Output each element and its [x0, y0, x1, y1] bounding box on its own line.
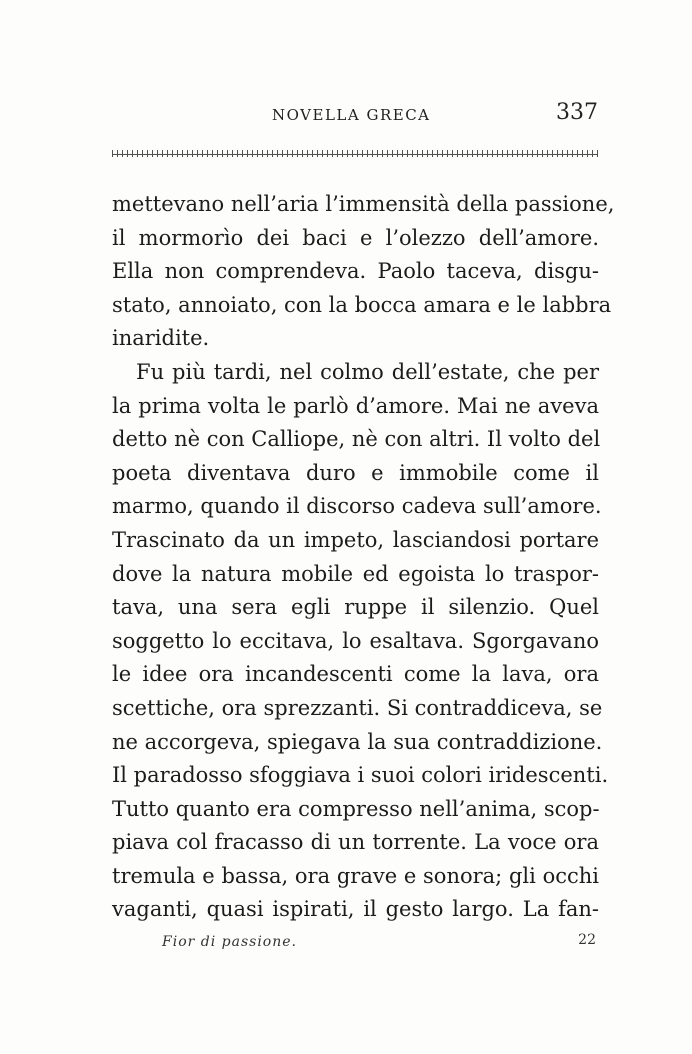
- text-line: la prima volta le parlò d’amore. Mai ne aveva: [112, 393, 599, 418]
- signature-footer: [112, 930, 598, 960]
- text-line: mettevano nell’aria l’immensità della passione,: [112, 192, 615, 216]
- text-line: vaganti, quasi ispirati, il gesto largo. La fan-: [112, 897, 599, 922]
- text-line: inaridite.: [112, 326, 210, 351]
- text-line: Il paradosso sfoggiava i suoi colori iridescenti.: [112, 763, 609, 788]
- text-line: poeta diventava duro e immobile come il: [112, 460, 599, 485]
- text-line: le idee ora incandescenti come la lava, ora: [112, 662, 599, 687]
- text-line: Ella non comprendeva. Paolo taceva, disgu-: [112, 259, 599, 284]
- body-text: [112, 188, 615, 927]
- text-line: Tutto quanto era compresso nell’anima, scop-: [112, 796, 600, 821]
- text-line: detto nè con Calliope, nè con altri. Il volto del: [112, 427, 601, 452]
- text-line: marmo, quando il discorso cadeva sull’amore.: [112, 494, 602, 519]
- text-line: scettiche, ora sprezzanti. Si contraddiceva, se: [112, 695, 603, 720]
- running-title: NOVELLA GRECA: [272, 106, 431, 124]
- text-line: tava, una sera egli ruppe il silenzio. Quel: [112, 595, 599, 620]
- text-line: piava col fracasso di un torrente. La voce ora: [112, 830, 599, 855]
- running-head: [112, 100, 598, 130]
- text-line: soggetto lo eccitava, lo esaltava. Sgorgavano: [112, 628, 599, 653]
- text-line: Fu più tardi, nel colmo dell’estate, che per: [136, 359, 599, 384]
- text-line: tremula e bassa, ora grave e sonora; gli occhi: [112, 863, 599, 888]
- text-line: dove la natura mobile ed egoista lo traspor-: [112, 561, 599, 586]
- text-line: ne accorgeva, spiegava la sua contraddizione.: [112, 729, 603, 754]
- text-line: stato, annoiato, con la bocca amara e le labbra: [112, 292, 612, 317]
- signature-title: Fior di passione.: [162, 934, 297, 950]
- ornamental-rule: [112, 150, 598, 160]
- text-line: Trascinato da un impeto, lasciandosi portare: [112, 527, 599, 552]
- signature-number: 22: [578, 932, 596, 948]
- page-number: 337: [556, 100, 598, 125]
- text-line: il mormorìo dei baci e l’olezzo dell’amore.: [112, 225, 599, 250]
